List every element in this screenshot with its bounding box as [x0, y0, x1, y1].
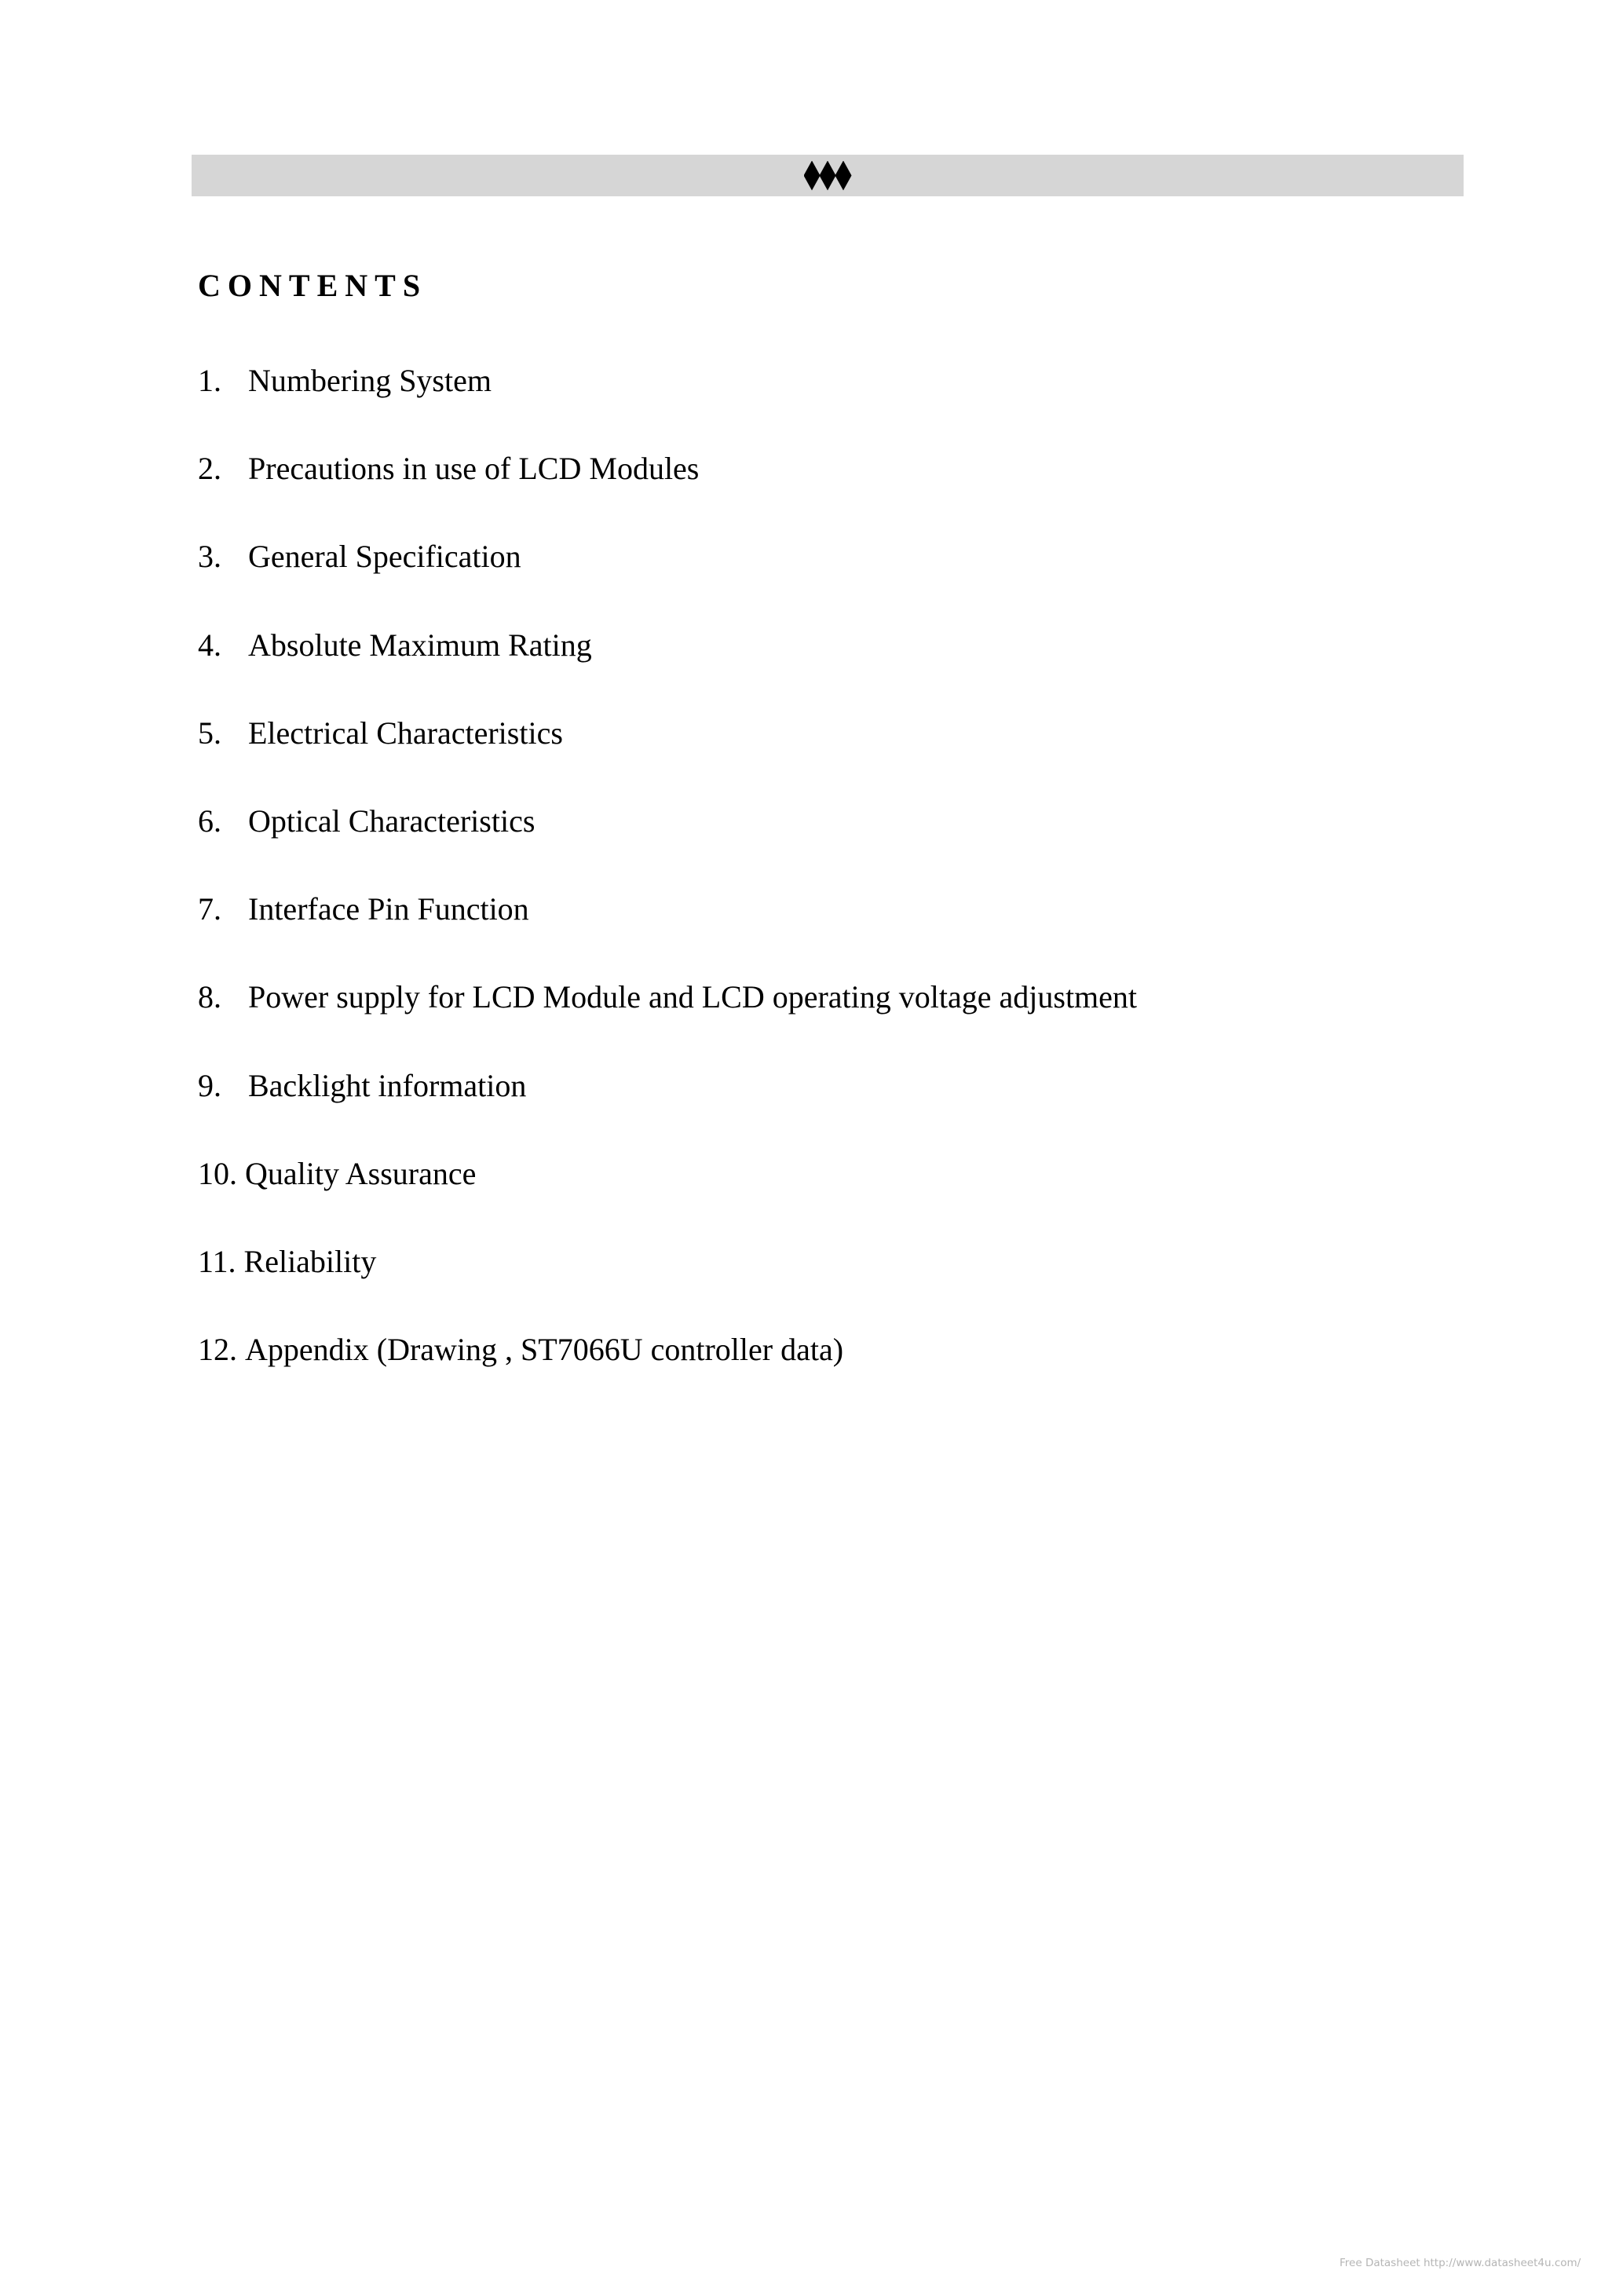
- toc-label: Power supply for LCD Module and LCD operating voltage adjustment: [248, 979, 1138, 1015]
- toc-item: [198, 626, 1137, 714]
- toc-item: [198, 802, 1137, 890]
- diamond-icon: [835, 161, 852, 191]
- toc-item: [198, 1154, 1137, 1242]
- toc-number: 12.: [198, 1332, 237, 1368]
- diamond-icon: [820, 161, 836, 191]
- toc-label: Backlight information: [248, 1067, 527, 1103]
- toc-number: 10.: [198, 1155, 237, 1191]
- diamond-icon: [804, 161, 821, 191]
- toc-number: 2.: [198, 451, 221, 487]
- toc-number: 8.: [198, 979, 221, 1015]
- toc-item: [198, 978, 1137, 1066]
- toc-item: [198, 537, 1137, 625]
- contents-heading: CONTENTS: [198, 268, 428, 303]
- header-bar: [192, 155, 1464, 196]
- toc-item: [198, 1242, 1137, 1330]
- footer-watermark: Free Datasheet http://www.datasheet4u.com/: [1340, 2257, 1581, 2269]
- toc-label: Interface Pin Function: [248, 891, 529, 927]
- toc-number: 9.: [198, 1067, 221, 1103]
- toc-label: Electrical Characteristics: [248, 715, 563, 751]
- toc-item: [198, 890, 1137, 978]
- toc-label: Appendix (Drawing , ST7066U controller data): [245, 1332, 844, 1368]
- toc-number: 7.: [198, 891, 221, 927]
- toc-label: Optical Characteristics: [248, 803, 536, 839]
- toc-label: General Specification: [248, 539, 521, 575]
- toc-number: 6.: [198, 803, 221, 839]
- toc-label: Numbering System: [248, 363, 492, 398]
- toc-number: 3.: [198, 539, 221, 575]
- toc-item: [198, 361, 1137, 449]
- table-of-contents: [198, 361, 1137, 1418]
- toc-label: Quality Assurance: [245, 1155, 477, 1191]
- toc-label: Reliability: [243, 1243, 377, 1279]
- toc-item: [198, 1330, 1137, 1418]
- diamond-ornament: [804, 161, 851, 191]
- toc-item: [198, 449, 1137, 537]
- toc-number: 5.: [198, 715, 221, 751]
- toc-number: 1.: [198, 363, 221, 398]
- toc-item: [198, 714, 1137, 802]
- toc-label: Absolute Maximum Rating: [248, 627, 592, 663]
- toc-item: [198, 1066, 1137, 1154]
- toc-label: Precautions in use of LCD Modules: [248, 451, 700, 487]
- toc-number: 4.: [198, 627, 221, 663]
- toc-number: 11.: [198, 1243, 236, 1279]
